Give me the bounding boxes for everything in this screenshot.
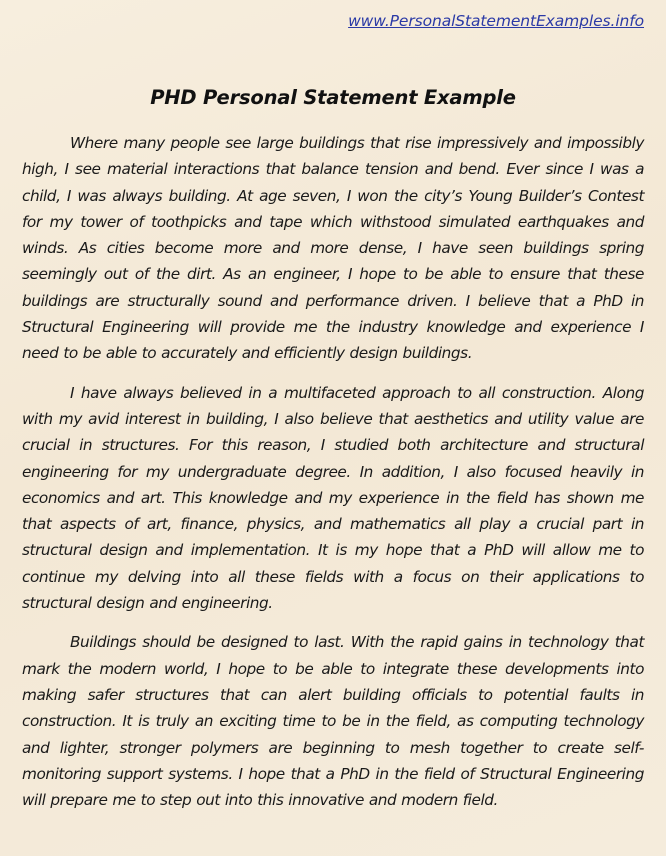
paragraph-1: Where many people see large buildings that rise impressively and impossibly high, I see material interactions that balance tension and bend. Ever since I was a child, I was always building. At age seven, I won the city’s Young Builder’s Contest for my tower of toothpicks and tape which withstood simulated earthquakes and winds. As cities become more and more dense, I have seen buildings spring seemingly out of the dirt. As an engineer, I hope to be able to ensure that these buildings are structurally sound and performance driven. I believe that a PhD in Structural Engineering will provide me the industry knowledge and experience I need to be able to accurately and efficiently design buildings. xyxy=(22,134,644,363)
page-title: PHD Personal Statement Example xyxy=(150,86,516,109)
site-url-link[interactable]: www.PersonalStatementExamples.info xyxy=(348,12,644,30)
statement-body xyxy=(22,130,644,826)
paragraph-3: Buildings should be designed to last. With the rapid gains in technology that mark the modern world, I hope to be able to integrate these developments into making safer structures that can alert building officials to potential faults in construction. It is truly an exciting time to be in the field, as computing technology and lighter, stronger polymers are beginning to mesh together to create self-monitoring support systems. I hope that a PhD in the field of Structural Engineering will prepare me to step out into this innovative and modern field. xyxy=(22,633,644,810)
paragraph-2: I have always believed in a multifaceted approach to all construction. Along with my avid interest in building, I also believe that aesthetics and utility value are crucial in structures. For this reason, I studied both architecture and structural engineering for my undergraduate degree. In addition, I also focused heavily in economics and art. This knowledge and my experience in the field has shown me that aspects of art, finance, physics, and mathematics all play a crucial part in structural design and implementation. It is my hope that a PhD will allow me to continue my delving into all these fields with a focus on their applications to structural design and engineering. xyxy=(22,383,644,613)
